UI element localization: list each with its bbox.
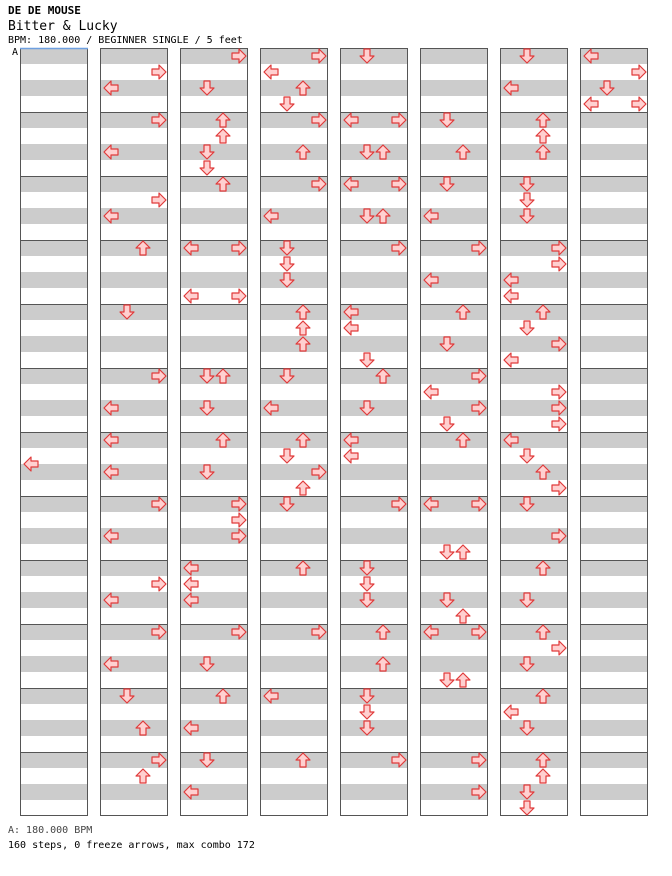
beat-stripe [580, 688, 648, 704]
beat-stripe [20, 304, 88, 320]
beat-stripe [340, 336, 408, 352]
beat-stripe [420, 688, 488, 704]
beat-stripe [180, 176, 248, 192]
beat-stripe [580, 496, 648, 512]
beat-stripe [500, 688, 568, 704]
beat-stripe [580, 752, 648, 768]
song-title: Bitter & Lucky [8, 19, 118, 34]
chart-column-8 [580, 48, 648, 816]
beat-stripe [260, 656, 328, 672]
beat-stripe [20, 624, 88, 640]
beat-stripe [260, 304, 328, 320]
chart-column-2 [100, 48, 168, 816]
beat-stripe [20, 400, 88, 416]
beat-stripe [580, 336, 648, 352]
beat-stripe [340, 464, 408, 480]
beat-stripe [20, 336, 88, 352]
beat-stripe [180, 432, 248, 448]
beat-stripe [20, 432, 88, 448]
beat-stripe [20, 144, 88, 160]
beat-stripe [180, 688, 248, 704]
beat-stripe [340, 80, 408, 96]
beat-stripe [500, 112, 568, 128]
beat-stripe [100, 560, 168, 576]
beat-stripe [20, 656, 88, 672]
beat-stripe [20, 368, 88, 384]
beat-stripe [580, 464, 648, 480]
beat-stripe [20, 752, 88, 768]
beat-stripe [260, 432, 328, 448]
beat-stripe [500, 464, 568, 480]
beat-stripe [100, 176, 168, 192]
beat-stripe [260, 144, 328, 160]
beat-stripe [260, 336, 328, 352]
chart-meta: BPM: 180.000 / BEGINNER SINGLE / 5 feet [8, 35, 243, 46]
chart-column-7 [500, 48, 568, 816]
beat-stripe [180, 304, 248, 320]
beat-stripe [340, 528, 408, 544]
beat-stripe [180, 336, 248, 352]
chart-column-6 [420, 48, 488, 816]
beat-stripe [580, 624, 648, 640]
beat-stripe [100, 240, 168, 256]
chart-stats: 160 steps, 0 freeze arrows, max combo 172 [8, 840, 255, 851]
beat-stripe [100, 48, 168, 64]
beat-stripe [420, 304, 488, 320]
beat-stripe [580, 560, 648, 576]
beat-stripe [20, 496, 88, 512]
beat-stripe [340, 272, 408, 288]
beat-stripe [20, 112, 88, 128]
beat-stripe [260, 528, 328, 544]
beat-stripe [420, 560, 488, 576]
chart-column-1 [20, 48, 88, 816]
beat-stripe [100, 720, 168, 736]
beat-stripe [500, 144, 568, 160]
beat-stripe [180, 112, 248, 128]
beat-stripe [580, 304, 648, 320]
beat-stripe [420, 464, 488, 480]
beat-stripe [580, 112, 648, 128]
beat-stripe [20, 784, 88, 800]
artist-name: DE DE MOUSE [8, 4, 81, 17]
chart-column-3 [180, 48, 248, 816]
beat-stripe [580, 592, 648, 608]
beat-stripe [20, 240, 88, 256]
beat-stripe [180, 208, 248, 224]
beat-stripe [20, 720, 88, 736]
beat-stripe [20, 208, 88, 224]
beat-stripe [100, 784, 168, 800]
bpm-legend: A: 180.000 BPM [8, 825, 93, 836]
beat-stripe [420, 48, 488, 64]
beat-stripe [500, 304, 568, 320]
beat-stripe [500, 368, 568, 384]
beat-stripe [20, 592, 88, 608]
bpm-marker: A [12, 47, 19, 58]
beat-stripe [20, 80, 88, 96]
beat-stripe [420, 656, 488, 672]
beat-stripe [580, 400, 648, 416]
beat-stripe [580, 176, 648, 192]
beat-stripe [20, 272, 88, 288]
beat-stripe [420, 720, 488, 736]
beat-stripe [260, 720, 328, 736]
beat-stripe [260, 80, 328, 96]
beat-stripe [420, 432, 488, 448]
beat-stripe [500, 560, 568, 576]
beat-stripe [580, 368, 648, 384]
beat-stripe [20, 688, 88, 704]
beat-stripe [580, 208, 648, 224]
chart-column-5 [340, 48, 408, 816]
beat-stripe [580, 656, 648, 672]
beat-stripe [580, 784, 648, 800]
beat-stripe [420, 144, 488, 160]
beat-stripe [580, 432, 648, 448]
beat-stripe [260, 752, 328, 768]
beat-stripe [180, 272, 248, 288]
beat-stripe [340, 784, 408, 800]
beat-stripe [20, 48, 88, 64]
beat-stripe [260, 784, 328, 800]
beat-stripe [340, 624, 408, 640]
beat-stripe [580, 720, 648, 736]
beat-stripe [420, 80, 488, 96]
beat-stripe [260, 560, 328, 576]
beat-stripe [580, 144, 648, 160]
beat-stripe [340, 656, 408, 672]
beat-stripe [20, 560, 88, 576]
beat-stripe [500, 624, 568, 640]
beat-stripe [580, 528, 648, 544]
beat-stripe [260, 592, 328, 608]
beat-stripe [100, 272, 168, 288]
beat-stripe [500, 752, 568, 768]
beat-stripe [420, 528, 488, 544]
beat-stripe [580, 240, 648, 256]
beat-stripe [100, 336, 168, 352]
beat-stripe [580, 272, 648, 288]
beat-stripe [20, 176, 88, 192]
beat-stripe [20, 528, 88, 544]
beat-stripe [340, 368, 408, 384]
